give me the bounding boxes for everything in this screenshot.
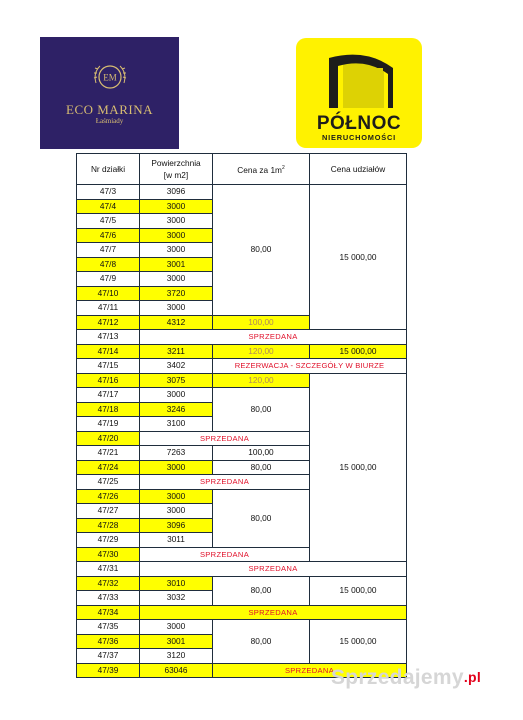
table-cell: 120,00 [213, 373, 310, 388]
plots-table [76, 153, 407, 678]
table-cell: 3032 [140, 591, 213, 606]
sold-status: SPRZEDANA [140, 605, 407, 620]
table-cell: 47/32 [77, 576, 140, 591]
table-row-reserved [77, 359, 407, 374]
table-cell: 47/5 [77, 214, 140, 229]
table-cell: 100,00 [213, 446, 310, 461]
sold-status: SPRZEDANA [140, 330, 407, 345]
table-cell: 47/35 [77, 620, 140, 635]
table-row [77, 185, 407, 200]
header-price-per-m2: Cena za $1m^2$ [213, 154, 310, 185]
table-cell: 47/4 [77, 199, 140, 214]
table-cell: 47/13 [77, 330, 140, 345]
table-cell: 7263 [140, 446, 213, 461]
table-cell: 47/37 [77, 649, 140, 664]
table-cell: 3402 [140, 359, 213, 374]
share-cell: 15 000,00 [310, 576, 407, 605]
table-cell: 47/7 [77, 243, 140, 258]
sold-status: SPRZEDANA [140, 431, 310, 446]
table-cell: 47/12 [77, 315, 140, 330]
table-cell: 47/39 [77, 663, 140, 678]
table-cell: 47/6 [77, 228, 140, 243]
table-cell: 47/29 [77, 533, 140, 548]
table-row [77, 620, 407, 635]
table-cell: 3001 [140, 634, 213, 649]
table-row [77, 373, 407, 388]
sold-status: SPRZEDANA [140, 475, 310, 490]
table-row [77, 576, 407, 591]
table-cell: 47/17 [77, 388, 140, 403]
table-cell: 3000 [140, 243, 213, 258]
share-cell: 15 000,00 [310, 185, 407, 330]
table-cell: 3000 [140, 489, 213, 504]
table-cell: 47/11 [77, 301, 140, 316]
sold-status: SPRZEDANA [140, 547, 310, 562]
table-cell: 3211 [140, 344, 213, 359]
table-cell: 47/36 [77, 634, 140, 649]
table-cell: 47/24 [77, 460, 140, 475]
table-cell: 3000 [140, 228, 213, 243]
table-cell: 47/15 [77, 359, 140, 374]
header-share-price: Cena udziałów [310, 154, 407, 185]
table-cell: 47/25 [77, 475, 140, 490]
table-cell: 3246 [140, 402, 213, 417]
reservation-status: REZERWACJA - SZCZEGÓŁY W BIURZE [213, 359, 407, 374]
table-cell: 3011 [140, 533, 213, 548]
share-cell: 15 000,00 [310, 373, 407, 562]
table-row [77, 344, 407, 359]
table-cell: 47/21 [77, 446, 140, 461]
polnoc-logo [296, 38, 422, 148]
polnoc-title: PÓŁNOC [316, 113, 402, 134]
header-area: Powierzchnia [w m2] [140, 154, 213, 185]
table-cell: 63046 [140, 663, 213, 678]
table-cell: 3001 [140, 257, 213, 272]
table-row-sold [77, 562, 407, 577]
table-cell: 3096 [140, 518, 213, 533]
header-plot-number: Nr działki [77, 154, 140, 185]
price-cell: 80,00 [213, 620, 310, 664]
table-cell: 47/20 [77, 431, 140, 446]
price-cell: 80,00 [213, 576, 310, 605]
table-cell: 3000 [140, 460, 213, 475]
share-cell: 15 000,00 [310, 620, 407, 664]
table-cell: 47/3 [77, 185, 140, 200]
table-cell: 3120 [140, 649, 213, 664]
eco-marina-emblem-icon [90, 57, 130, 97]
polnoc-subtitle: NIERUCHOMOŚCI [321, 133, 397, 142]
table-cell: 100,00 [213, 315, 310, 330]
table-cell: 120,00 [213, 344, 310, 359]
table-cell: 47/14 [77, 344, 140, 359]
table-cell: 3000 [140, 199, 213, 214]
table-cell: 3720 [140, 286, 213, 301]
table-header-row [77, 154, 407, 185]
table-cell: 3096 [140, 185, 213, 200]
price-cell: 80,00 [213, 185, 310, 316]
table-cell: 47/27 [77, 504, 140, 519]
sold-status: SPRZEDANA [213, 663, 407, 678]
table-cell: 47/16 [77, 373, 140, 388]
price-cell: 80,00 [213, 388, 310, 432]
table-cell: 47/9 [77, 272, 140, 287]
table-cell: 3000 [140, 504, 213, 519]
eco-marina-title: ECO MARINA [66, 102, 153, 117]
eco-monogram: EM [102, 72, 117, 83]
table-cell: 47/30 [77, 547, 140, 562]
table-cell: 3000 [140, 272, 213, 287]
table-cell: 3075 [140, 373, 213, 388]
table-cell: 3010 [140, 576, 213, 591]
table-cell: 47/19 [77, 417, 140, 432]
table-cell: 4312 [140, 315, 213, 330]
building-icon [296, 38, 422, 118]
table-cell: 3000 [140, 388, 213, 403]
sprzedajemy-watermark: Sprzedajemy$^{.pl}$ [331, 666, 482, 689]
table-cell: 47/33 [77, 591, 140, 606]
table-cell: 47/8 [77, 257, 140, 272]
table-cell: 47/18 [77, 402, 140, 417]
table-cell: 3000 [140, 620, 213, 635]
sold-status: SPRZEDANA [140, 562, 407, 577]
table-cell: 15 000,00 [310, 344, 407, 359]
table-cell: 47/34 [77, 605, 140, 620]
table-cell: 3100 [140, 417, 213, 432]
table-cell: 80,00 [213, 460, 310, 475]
table-row-sold [77, 330, 407, 345]
eco-marina-logo [40, 37, 179, 149]
table-row-sold [77, 605, 407, 620]
eco-marina-subtitle: Łaśmiady [95, 117, 124, 125]
table-cell: 47/10 [77, 286, 140, 301]
price-cell: 80,00 [213, 489, 310, 547]
table-cell: 47/26 [77, 489, 140, 504]
table-cell: 3000 [140, 301, 213, 316]
table-cell: 47/28 [77, 518, 140, 533]
table-cell: 47/31 [77, 562, 140, 577]
table-cell: 3000 [140, 214, 213, 229]
